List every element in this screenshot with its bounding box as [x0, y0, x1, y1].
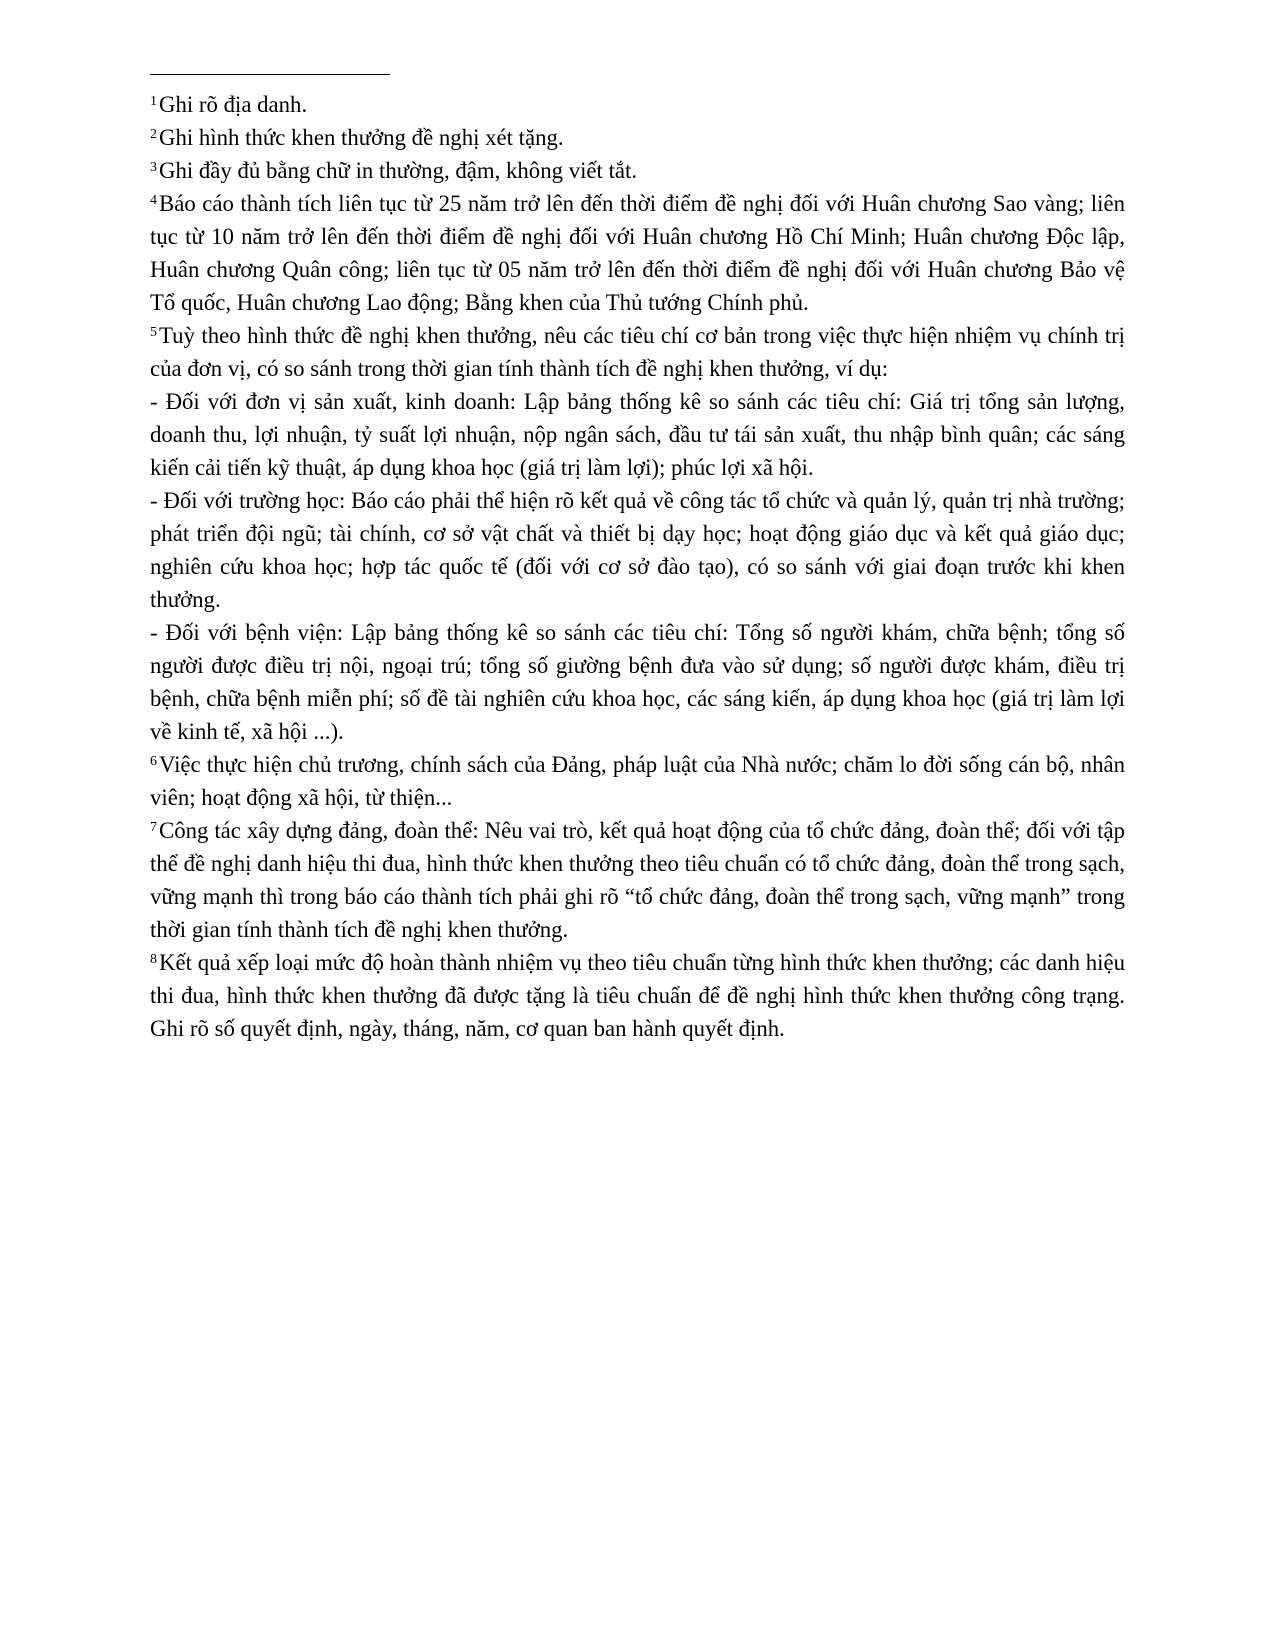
- footnote-number: 6: [150, 754, 157, 769]
- footnote-number: 7: [150, 820, 157, 835]
- footnote-7: [150, 814, 1125, 946]
- footnote-text: Kết quả xếp loại mức độ hoàn thành nhiệm vụ theo tiêu chuẩn từng hình thức khen thưởng; các danh hiệu thi đua, hình thức khen thưởng đã được tặng là tiêu chuẩn để đề nghị hình thức khen thưởng công trạng. Ghi rõ số quyết định, ngày, tháng, năm, cơ quan ban hành quyết định.: [150, 950, 1125, 1041]
- footnote-5: [150, 319, 1125, 385]
- footnote-number: 4: [150, 193, 157, 208]
- footnote-6: [150, 748, 1125, 814]
- footnote-text: - Đối với bệnh viện: Lập bảng thống kê so sánh các tiêu chí: Tổng số người khám, chữa bệnh; tổng số người được điều trị nội, ngoại trú; tổng số giường bệnh đưa vào sử dụng; số người được khám, điều trị bệnh, chữa bệnh miễn phí; số đề tài nghiên cứu khoa học, các sáng kiến, áp dụng khoa học (giá trị làm lợi về kinh tế, xã hội ...).: [150, 620, 1125, 744]
- footnote-number: 3: [150, 160, 157, 175]
- footnote-text: Ghi rõ địa danh.: [159, 92, 308, 117]
- footnote-text: Tuỳ theo hình thức đề nghị khen thưởng, nêu các tiêu chí cơ bản trong việc thực hiện nhiệm vụ chính trị của đơn vị, có so sánh trong thời gian tính thành tích đề nghị khen thưởng, ví dụ:: [150, 323, 1125, 381]
- footnote-3: [150, 154, 1125, 187]
- footnotes-section: [150, 88, 1125, 1045]
- footnote-separator: [150, 74, 390, 75]
- footnote-1: [150, 88, 1125, 121]
- footnote-text: Ghi hình thức khen thưởng đề nghị xét tặng.: [159, 125, 564, 150]
- footnote-number: 2: [150, 127, 157, 142]
- footnote-text: - Đối với đơn vị sản xuất, kinh doanh: Lập bảng thống kê so sánh các tiêu chí: Giá trị tổng sản lượng, doanh thu, lợi nhuận, tỷ suất lợi nhuận, nộp ngân sách, đầu tư tái sản xuất, thu nhập bình quân; các sáng kiến cải tiến kỹ thuật, áp dụng khoa học (giá trị làm lợi); phúc lợi xã hội.: [150, 389, 1125, 480]
- footnote-number: 8: [150, 952, 157, 967]
- footnote-2: [150, 121, 1125, 154]
- footnote-text: Báo cáo thành tích liên tục từ 25 năm trở lên đến thời điểm đề nghị đối với Huân chương Sao vàng; liên tục từ 10 năm trở lên đến thời điểm đề nghị đối với Huân chương Hồ Chí Minh; Huân chương Độc lập, Huân chương Quân công; liên tục từ 05 năm trở lên đến thời điểm đề nghị đối với Huân chương Bảo vệ Tổ quốc, Huân chương Lao động; Bằng khen của Thủ tướng Chính phủ.: [150, 191, 1125, 315]
- footnote-5-hospital-item: [150, 616, 1125, 748]
- footnote-8: [150, 946, 1125, 1045]
- footnote-5-school-item: [150, 484, 1125, 616]
- footnote-text: Việc thực hiện chủ trương, chính sách của Đảng, pháp luật của Nhà nước; chăm lo đời sống cán bộ, nhân viên; hoạt động xã hội, từ thiện...: [150, 752, 1125, 810]
- footnote-text: - Đối với trường học: Báo cáo phải thể hiện rõ kết quả về công tác tổ chức và quản lý, quản trị nhà trường; phát triển đội ngũ; tài chính, cơ sở vật chất và thiết bị dạy học; hoạt động giáo dục và kết quả giáo dục; nghiên cứu khoa học; hợp tác quốc tế (đối với cơ sở đào tạo), có so sánh với giai đoạn trước khi khen thưởng.: [150, 488, 1125, 612]
- footnote-text: Ghi đầy đủ bằng chữ in thường, đậm, không viết tắt.: [159, 158, 638, 183]
- footnote-number: 1: [150, 94, 157, 109]
- footnote-4: [150, 187, 1125, 319]
- footnote-5-business-item: [150, 385, 1125, 484]
- footnote-text: Công tác xây dựng đảng, đoàn thể: Nêu vai trò, kết quả hoạt động của tổ chức đảng, đoàn thể; đối với tập thể đề nghị danh hiệu thi đua, hình thức khen thưởng theo tiêu chuẩn có tổ chức đảng, đoàn thể trong sạch, vững mạnh thì trong báo cáo thành tích phải ghi rõ “tổ chức đảng, đoàn thể trong sạch, vững mạnh” trong thời gian tính thành tích đề nghị khen thưởng.: [150, 818, 1125, 942]
- footnote-number: 5: [150, 325, 157, 340]
